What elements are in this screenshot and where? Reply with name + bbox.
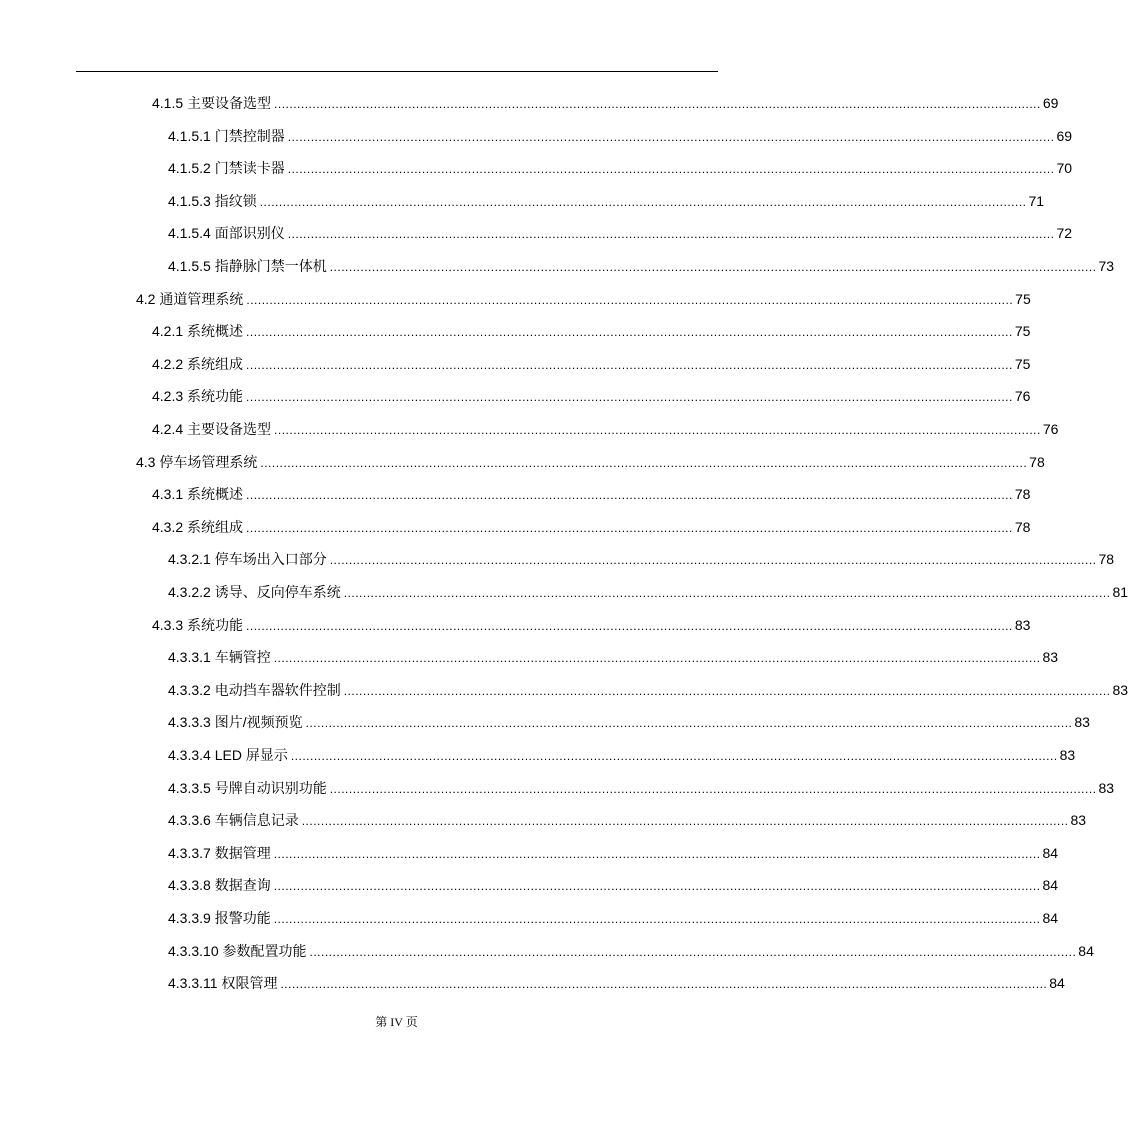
toc-entry-page-number: 73 xyxy=(1098,258,1115,274)
toc-entry[interactable] xyxy=(168,191,1045,211)
toc-entry-title: 4.2.4 主要设备选型 xyxy=(152,421,272,437)
toc-entry-title: 4.3.3.2 电动挡车器软件控制 xyxy=(168,681,341,698)
toc-entry-page-number: 78 xyxy=(1014,486,1031,503)
toc-entry[interactable] xyxy=(168,680,1128,700)
toc-entry[interactable] xyxy=(168,712,1090,732)
toc-entry-page-number: 75 xyxy=(1014,355,1031,372)
toc-entry[interactable] xyxy=(168,223,1073,243)
toc-entry-title: 4.3 停车场管理系统 xyxy=(136,453,258,470)
toc-leader-dots: ........................................................................................................................................................................................................ xyxy=(343,683,1111,698)
toc-entry[interactable] xyxy=(152,615,1031,635)
toc-entry-page-number: 78 xyxy=(1098,551,1115,568)
toc-leader-dots: ........................................................................................................................................................................................................ xyxy=(280,977,1048,992)
toc-entry-title: 4.3.1 系统概述 xyxy=(152,486,244,503)
toc-leader-dots: ........................................................................................................................................................................................................ xyxy=(329,553,1097,568)
toc-entry[interactable] xyxy=(168,256,1115,276)
page-number-footer: 第 IV 页 xyxy=(375,1015,418,1029)
toc-entry-title: 4.3.3.1 车辆管控 xyxy=(168,649,271,666)
toc-entry-title: 4.3.3.11 权限管理 xyxy=(168,975,278,992)
toc-entry-title: 4.3.3.3 图片/视频预览 xyxy=(168,714,303,731)
toc-leader-dots: ........................................................................................................................................................................................................ xyxy=(273,879,1041,894)
toc-entry-page-number: 83 xyxy=(1014,616,1031,633)
toc-leader-dots: ........................................................................................................................................................................................................ xyxy=(246,292,1014,307)
toc-leader-dots: ........................................................................................................................................................................................................ xyxy=(301,814,1069,829)
toc-entry-page-number: 75 xyxy=(1014,323,1031,340)
toc-leader-dots: ........................................................................................................................................................................................................ xyxy=(274,97,1041,111)
toc-entry-title: 4.3.3.9 报警功能 xyxy=(168,910,271,926)
toc-entry[interactable] xyxy=(168,126,1073,146)
toc-entry-page-number: 83 xyxy=(1059,747,1076,763)
toc-entry-page-number: 83 xyxy=(1070,812,1087,829)
toc-leader-dots: ........................................................................................................................................................................................................ xyxy=(273,912,1041,926)
toc-entry-page-number: 84 xyxy=(1078,942,1094,959)
toc-leader-dots: ........................................................................................................................................................................................................ xyxy=(343,586,1111,600)
toc-entry-page-number: 84 xyxy=(1049,975,1065,992)
toc-entry[interactable] xyxy=(152,484,1031,504)
toc-entry-title: 4.2.1 系统概述 xyxy=(152,323,244,340)
toc-entry[interactable] xyxy=(168,810,1087,830)
toc-entry[interactable] xyxy=(168,745,1076,765)
toc-leader-dots: ........................................................................................................................................................................................................ xyxy=(246,357,1013,372)
toc-entry-title: 4.2.2 系统组成 xyxy=(152,355,244,372)
toc-entry-title: 4.3.2.2 诱导、反向停车系统 xyxy=(168,584,341,600)
toc-entry-page-number: 69 xyxy=(1042,95,1059,111)
toc-entry-title: 4.3.2.1 停车场出入口部分 xyxy=(168,551,327,568)
toc-leader-dots: ........................................................................................................................................................................................................ xyxy=(246,390,1013,405)
toc-entry[interactable] xyxy=(168,941,1094,961)
toc-entry-page-number: 72 xyxy=(1056,225,1073,242)
toc-entry[interactable] xyxy=(168,908,1059,928)
toc-entry-title: 4.3.3.4 LED 屏显示 xyxy=(168,747,288,763)
toc-entry[interactable] xyxy=(152,354,1031,374)
header-rule xyxy=(76,71,718,72)
toc-entry[interactable] xyxy=(168,875,1059,895)
toc-entry-page-number: 83 xyxy=(1112,681,1128,698)
toc-entry-page-number: 84 xyxy=(1042,877,1059,894)
toc-entry[interactable] xyxy=(168,647,1059,667)
toc-leader-dots: ........................................................................................................................................................................................................ xyxy=(287,129,1055,144)
toc-leader-dots: ........................................................................................................................................................................................................ xyxy=(305,716,1073,731)
toc-entry-page-number: 83 xyxy=(1074,714,1090,731)
toc-entry-title: 4.3.3.6 车辆信息记录 xyxy=(168,812,299,829)
toc-entry-title: 4.3.3.7 数据管理 xyxy=(168,844,271,861)
toc-leader-dots: ........................................................................................................................................................................................................ xyxy=(246,325,1013,340)
toc-leader-dots: ........................................................................................................................................................................................................ xyxy=(246,520,1013,535)
toc-entry-page-number: 76 xyxy=(1042,421,1059,437)
toc-entry[interactable] xyxy=(168,843,1059,863)
toc-entry-page-number: 84 xyxy=(1042,910,1059,926)
toc-entry-title: 4.2 通道管理系统 xyxy=(136,290,244,307)
toc-entry-title: 4.3.3.8 数据查询 xyxy=(168,877,271,894)
toc-entry-page-number: 78 xyxy=(1014,518,1031,535)
toc-leader-dots: ........................................................................................................................................................................................................ xyxy=(329,781,1097,796)
toc-leader-dots: ........................................................................................................................................................................................................ xyxy=(260,455,1028,470)
toc-entry[interactable] xyxy=(152,386,1031,406)
toc-leader-dots: ........................................................................................................................................................................................................ xyxy=(274,423,1041,437)
toc-entry-page-number: 75 xyxy=(1015,290,1031,307)
toc-leader-dots: ........................................................................................................................................................................................................ xyxy=(273,846,1041,861)
toc-leader-dots: ........................................................................................................................................................................................................ xyxy=(287,162,1055,177)
toc-entry-page-number: 69 xyxy=(1056,127,1073,144)
toc-entry-title: 4.1.5 主要设备选型 xyxy=(152,95,272,111)
toc-leader-dots: ........................................................................................................................................................................................................ xyxy=(290,749,1058,763)
toc-entry-title: 4.1.5.4 面部识别仪 xyxy=(168,225,285,242)
toc-entry-title: 4.1.5.1 门禁控制器 xyxy=(168,127,285,144)
toc-entry-page-number: 71 xyxy=(1028,192,1045,209)
toc-leader-dots: ........................................................................................................................................................................................................ xyxy=(309,944,1077,959)
toc-entry-page-number: 70 xyxy=(1056,160,1073,177)
toc-entry-title: 4.1.5.5 指静脉门禁一体机 xyxy=(168,258,327,274)
toc-entry[interactable] xyxy=(168,549,1115,569)
toc-entry[interactable] xyxy=(136,289,1031,309)
toc-entry[interactable] xyxy=(152,419,1059,439)
toc-entry[interactable] xyxy=(168,778,1115,798)
toc-entry-title: 4.3.3.10 参数配置功能 xyxy=(168,942,307,959)
toc-entry-page-number: 81 xyxy=(1112,584,1128,600)
toc-entry-page-number: 84 xyxy=(1042,844,1059,861)
toc-entry-title: 4.1.5.3 指纹锁 xyxy=(168,192,257,209)
toc-entry-title: 4.3.3 系统功能 xyxy=(152,616,244,633)
toc-entry[interactable] xyxy=(152,517,1031,537)
toc-entry[interactable] xyxy=(168,973,1065,993)
toc-entry-title: 4.3.2 系统组成 xyxy=(152,518,244,535)
toc-leader-dots: ........................................................................................................................................................................................................ xyxy=(259,194,1027,209)
toc-leader-dots: ........................................................................................................................................................................................................ xyxy=(329,260,1097,274)
toc-entry[interactable] xyxy=(168,582,1128,602)
toc-entry-page-number: 83 xyxy=(1098,779,1115,796)
toc-leader-dots: ........................................................................................................................................................................................................ xyxy=(287,227,1055,242)
toc-entry[interactable] xyxy=(152,321,1031,341)
toc-leader-dots: ........................................................................................................................................................................................................ xyxy=(246,618,1013,633)
toc-entry[interactable] xyxy=(136,452,1045,472)
toc-entry[interactable] xyxy=(168,158,1073,178)
toc-leader-dots: ........................................................................................................................................................................................................ xyxy=(246,488,1013,503)
toc-entry-page-number: 78 xyxy=(1029,453,1045,470)
toc-leader-dots: ........................................................................................................................................................................................................ xyxy=(273,651,1041,666)
toc-entry[interactable] xyxy=(152,93,1059,113)
toc-entry-page-number: 76 xyxy=(1014,388,1031,405)
toc-entry-title: 4.2.3 系统功能 xyxy=(152,388,244,405)
toc-entry-page-number: 83 xyxy=(1042,649,1059,666)
toc-entry-title: 4.3.3.5 号牌自动识别功能 xyxy=(168,779,327,796)
toc-entry-title: 4.1.5.2 门禁读卡器 xyxy=(168,160,285,177)
